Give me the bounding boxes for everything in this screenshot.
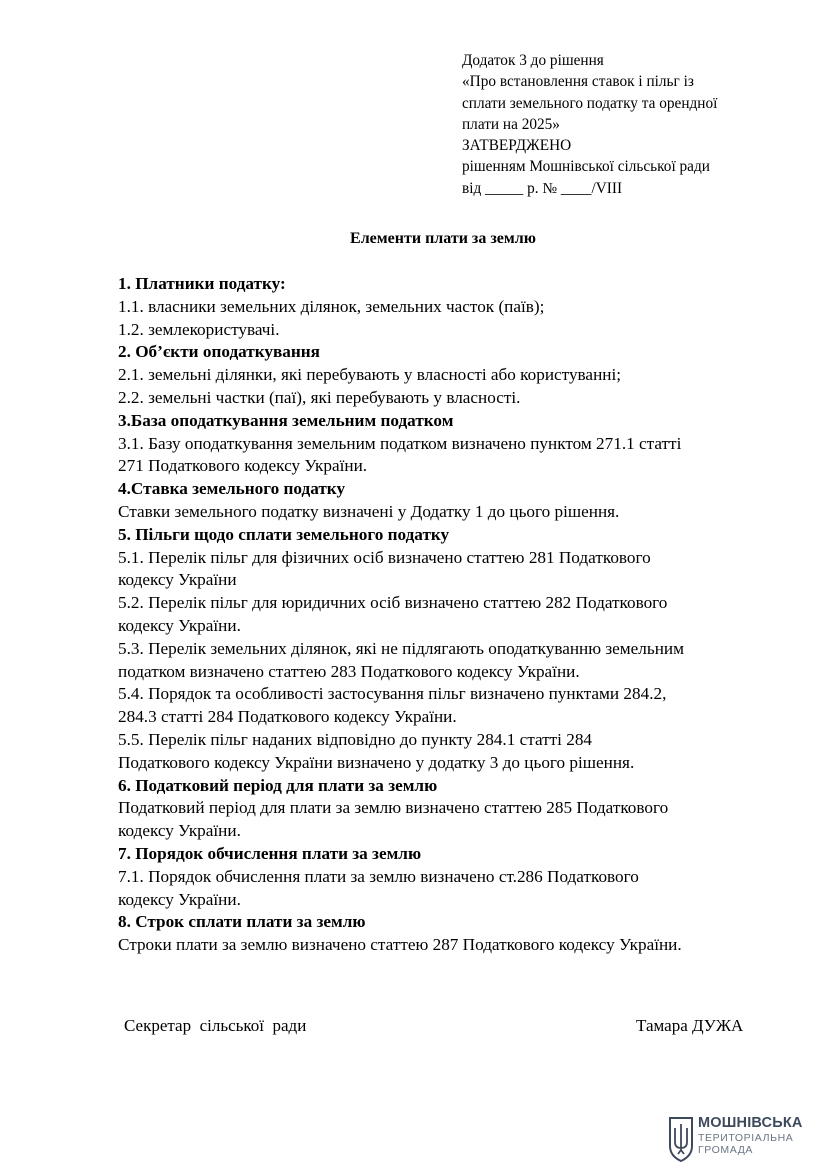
body-line: 1.1. власники земельних ділянок, земельних часток (паїв); (118, 296, 545, 316)
body-line: 5.3. Перелік земельних ділянок, які не підлягають оподаткуванню земельним (118, 638, 684, 658)
header-line-annex: Додаток 3 до рішення (462, 52, 604, 69)
header-line-decision-title-2: сплати земельного податку та орендної (462, 94, 718, 112)
body-line: кодексу України. (118, 615, 241, 635)
section-heading: 8. Строк сплати плати за землю (118, 912, 366, 932)
body-line: кодексу України. (118, 821, 241, 841)
body-line: 284.3 статті 284 Податкового кодексу України. (118, 707, 457, 727)
section-heading: 4.Ставка земельного податку (118, 479, 346, 499)
body-line: кодексу України (118, 570, 237, 590)
body-line: Податкового кодексу України визначено у додатку 3 до цього рішення. (118, 752, 635, 772)
body-line: 2.1. земельні ділянки, які перебувають у власності або користуванні; (118, 365, 622, 385)
section-heading: 7. Порядок обчислення плати за землю (118, 843, 422, 863)
community-logo (668, 1115, 818, 1163)
body-line: 3.1. Базу оподаткування земельним податком визначено пунктом 271.1 статті (118, 433, 682, 453)
header-line-decision-title-3: плати на 2025» (462, 115, 560, 133)
body-line: кодексу України. (118, 889, 241, 909)
trident-coat-of-arms-icon (668, 1116, 694, 1162)
body-line: Ставки земельного податку визначені у Додатку 1 до цього рішення. (118, 501, 620, 521)
section-heading: 5. Пільги щодо сплати земельного податку (118, 524, 450, 544)
body-line: Строки плати за землю визначено статтею 287 Податкового кодексу України. (118, 935, 682, 955)
body-line: 2.2. земельні частки (паї), які перебувають у власності. (118, 387, 521, 407)
header-line-decision-title-1: «Про встановлення ставок і пільг із (462, 73, 694, 91)
body-line: 5.2. Перелік пільг для юридичних осіб визначено статтею 282 Податкового (118, 593, 668, 613)
logo-subtitle-2: ГРОМАДА (698, 1144, 754, 1156)
document-body (118, 273, 778, 957)
header-line-council: рішенням Мошнівської сільської ради (462, 158, 710, 176)
body-line: податком визначено статтею 283 Податкового кодексу України. (118, 661, 580, 681)
signatory-title: Секретар сільської ради (124, 1016, 307, 1035)
section-heading: 6. Податковий період для плати за землю (118, 775, 438, 795)
logo-title: МОШНІВСЬКА (698, 1115, 803, 1131)
section-heading: 1. Платники податку: (118, 274, 286, 293)
document-title: Елементи плати за землю (350, 230, 536, 247)
body-line: 5.5. Перелік пільг наданих відповідно до пункту 284.1 статті 284 (118, 729, 593, 749)
section-heading: 3.База оподаткування земельним податком (118, 410, 454, 430)
body-line: 7.1. Порядок обчислення плати за землю визначено ст.286 Податкового (118, 866, 639, 886)
header-line-date-number: від _____ р. № ____/VIII (462, 179, 623, 197)
body-line: 5.1. Перелік пільг для фізичних осіб визначено статтею 281 Податкового (118, 547, 651, 567)
approval-header (462, 50, 792, 199)
body-line: Податковий період для плати за землю визначено статтею 285 Податкового (118, 798, 669, 818)
body-line: 271 Податкового кодексу України. (118, 456, 368, 476)
logo-subtitle-1: ТЕРИТОРІАЛЬНА (698, 1132, 794, 1144)
header-line-approved: ЗАТВЕРДЖЕНО (462, 137, 572, 155)
section-heading: 2. Об’єкти оподаткування (118, 342, 320, 362)
body-line: 1.2. землекористувачі. (118, 319, 280, 339)
body-line: 5.4. Порядок та особливості застосування пільг визначено пунктами 284.2, (118, 684, 667, 704)
signatory-name: Тамара ДУЖА (636, 1016, 744, 1035)
